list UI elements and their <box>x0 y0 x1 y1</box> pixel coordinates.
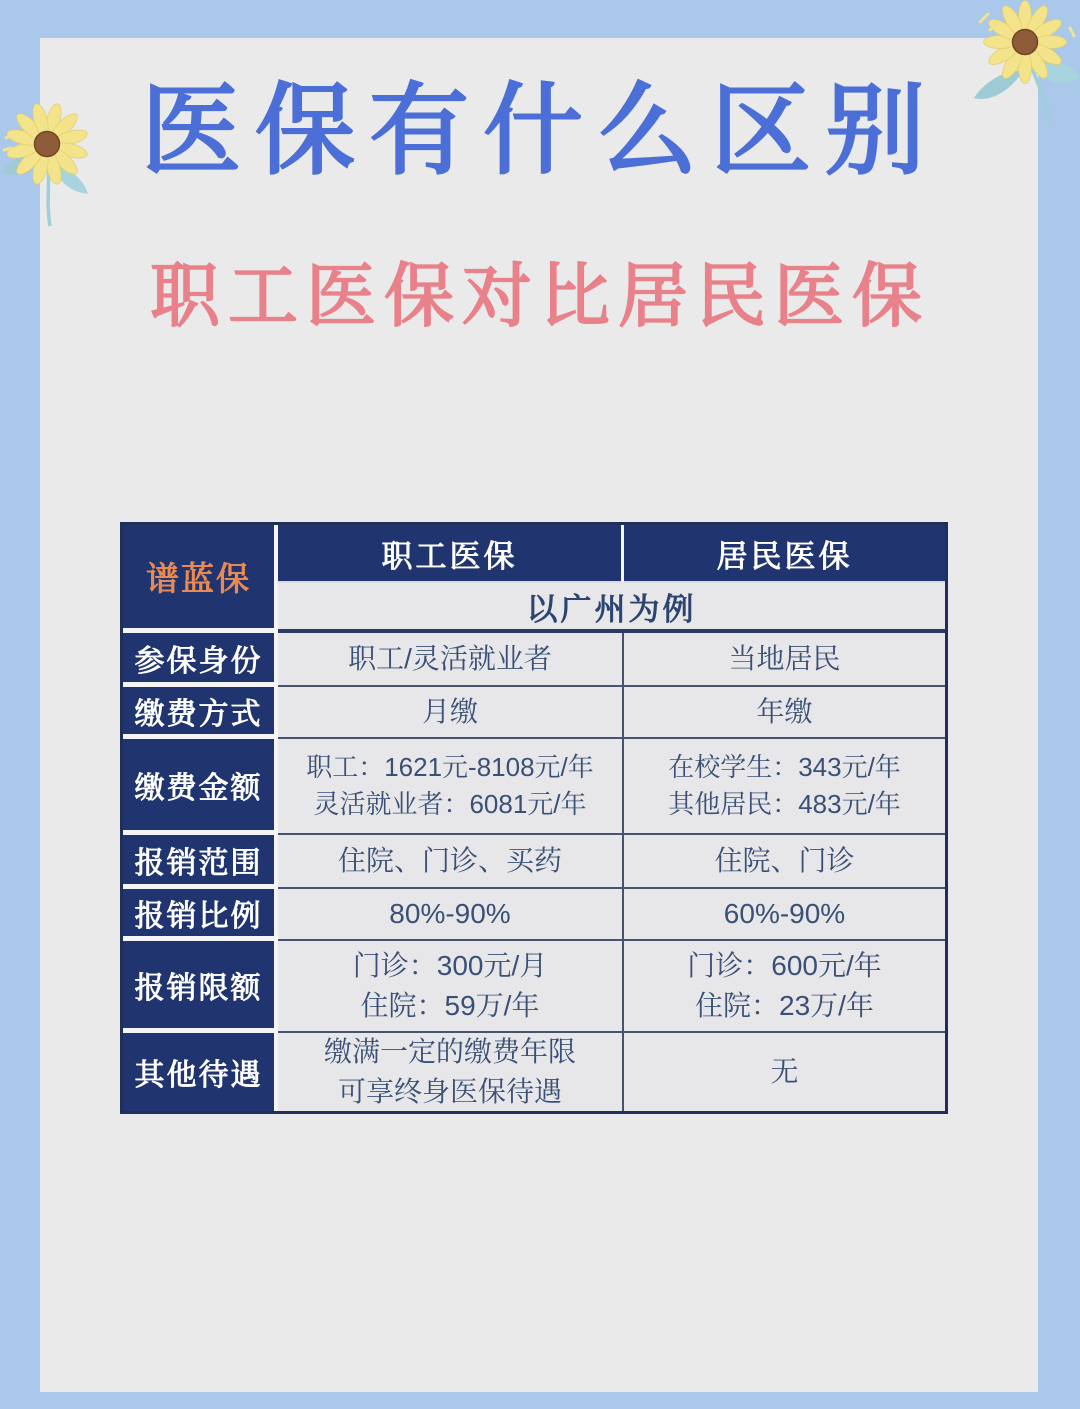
employee-value-cell <box>278 633 624 687</box>
resident-value-cell <box>624 1033 945 1111</box>
resident-value-cell <box>624 633 945 687</box>
value-line: 其他居民：483元/年 <box>668 789 901 819</box>
value-line: 缴满一定的缴费年限 <box>323 1036 576 1068</box>
resident-value-cell <box>624 687 945 739</box>
value-line: 职工/灵活就业者 <box>348 643 552 675</box>
value-line: 门诊：300元/月 <box>352 950 548 982</box>
value-line: 当地居民 <box>728 643 841 675</box>
employee-value-cell <box>278 941 624 1033</box>
value-line: 80%-90% <box>389 898 511 930</box>
page-title: 医保有什么区别 <box>141 75 939 187</box>
column-header-resident: 居民医保 <box>624 525 945 583</box>
comparison-table <box>120 522 948 1114</box>
value-line: 灵活就业者：6081元/年 <box>313 789 587 819</box>
row-label: 报销比例 <box>123 889 278 941</box>
employee-value-cell <box>278 1033 624 1111</box>
row-label: 报销限额 <box>123 941 278 1033</box>
value-line: 可享终身医保待遇 <box>337 1076 562 1107</box>
value-line: 无 <box>770 1056 799 1088</box>
row-label: 报销范围 <box>123 835 278 889</box>
region-note: 以广州为例 <box>278 583 945 633</box>
value-line: 月缴 <box>421 696 478 728</box>
value-line: 住院、门诊 <box>714 845 855 877</box>
value-line: 住院、门诊、买药 <box>337 845 562 877</box>
brand-badge: 谱蓝保 <box>123 525 278 633</box>
value-line: 年缴 <box>756 696 813 728</box>
row-label: 缴费方式 <box>123 687 278 739</box>
resident-value-cell <box>624 739 945 835</box>
employee-value-cell <box>278 835 624 889</box>
page-subtitle: 职工医保对比居民医保 <box>150 257 930 335</box>
resident-value-cell <box>624 941 945 1033</box>
employee-value-cell <box>278 889 624 941</box>
value-line: 住院：23万/年 <box>695 990 874 1021</box>
value-line: 住院：59万/年 <box>360 990 540 1021</box>
value-line: 门诊：600元/年 <box>687 950 882 982</box>
row-label: 参保身份 <box>123 633 278 687</box>
employee-value-cell <box>278 739 624 835</box>
value-line: 60%-90% <box>723 898 846 930</box>
value-line: 在校学生：343元/年 <box>668 752 901 783</box>
resident-value-cell <box>624 835 945 889</box>
row-label: 其他待遇 <box>123 1033 278 1111</box>
employee-value-cell <box>278 687 624 739</box>
value-line: 职工：1621元-8108元/年 <box>306 752 594 783</box>
resident-value-cell <box>624 889 945 941</box>
column-header-employee: 职工医保 <box>278 525 624 583</box>
row-label: 缴费金额 <box>123 739 278 835</box>
